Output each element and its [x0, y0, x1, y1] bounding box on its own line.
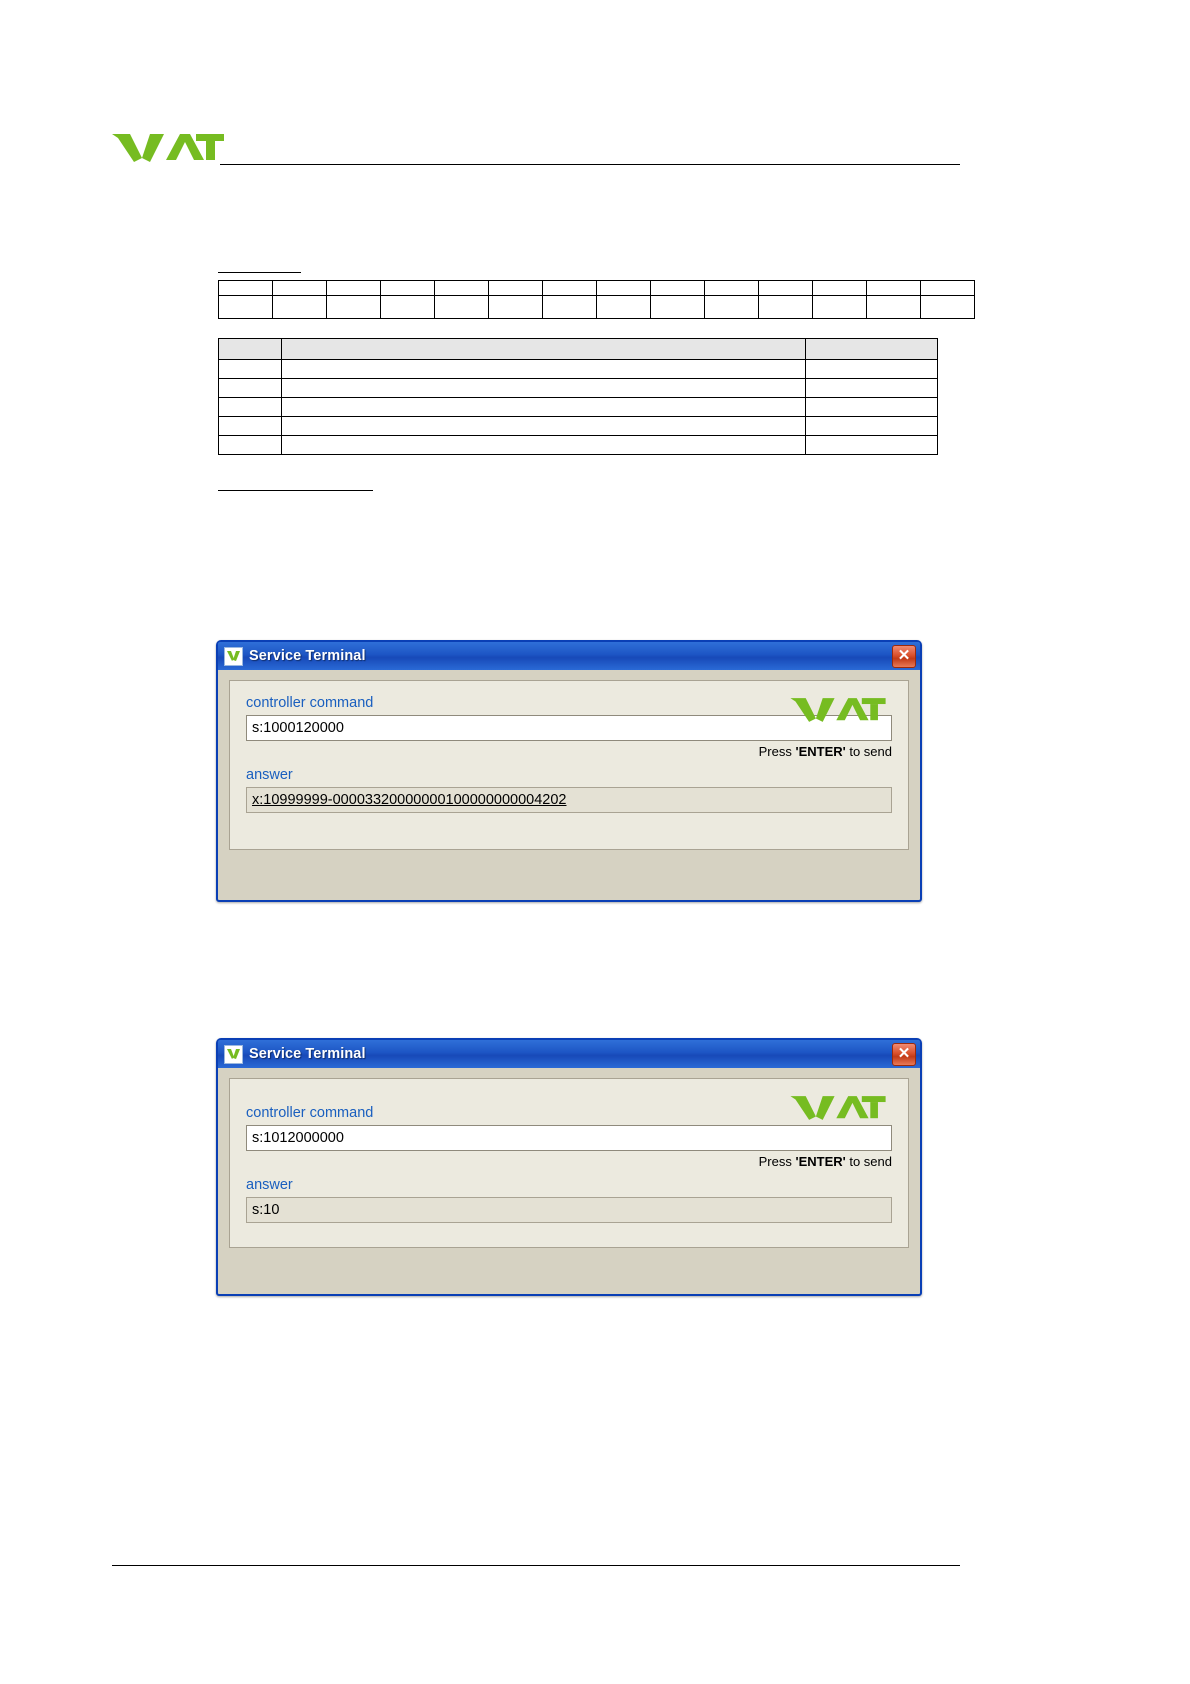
hint-suffix: to send — [845, 744, 892, 759]
table-cell — [281, 379, 806, 398]
table-cell — [651, 296, 705, 319]
table-cell — [435, 281, 489, 296]
table-cell — [219, 281, 273, 296]
enter-hint — [246, 744, 892, 759]
table-header-cell — [219, 339, 282, 360]
window-titlebar[interactable] — [218, 642, 920, 670]
table-row — [219, 281, 975, 296]
table-cell — [381, 281, 435, 296]
controller-command-input[interactable] — [246, 1125, 892, 1151]
table-cell — [219, 360, 282, 379]
table-row — [219, 417, 938, 436]
table-cell — [327, 296, 381, 319]
table-row — [219, 398, 938, 417]
terminal-panel — [229, 1078, 909, 1248]
table-row — [219, 436, 938, 455]
table-cell — [219, 296, 273, 319]
close-icon[interactable]: ✕ — [892, 1043, 916, 1066]
hint-key: 'ENTER' — [795, 1154, 846, 1169]
table-cell — [381, 296, 435, 319]
hint-suffix: to send — [845, 1154, 892, 1169]
answer-output — [246, 1197, 892, 1223]
hint-key: 'ENTER' — [795, 744, 846, 759]
controller-command-label: controller command — [246, 695, 374, 711]
page-header — [112, 120, 960, 180]
table-header-row — [219, 339, 938, 360]
table-cell — [759, 281, 813, 296]
close-icon[interactable]: ✕ — [892, 645, 916, 668]
controller-command-label: controller command — [246, 1105, 374, 1121]
table-cell — [597, 296, 651, 319]
table-cell — [281, 360, 806, 379]
table-cell — [806, 379, 938, 398]
table-cell — [219, 417, 282, 436]
table-cell — [813, 296, 867, 319]
table-cell — [921, 296, 975, 319]
answer-value: s:10 — [252, 1202, 280, 1218]
table-cell — [543, 296, 597, 319]
table-cell — [651, 281, 705, 296]
table-cell — [489, 296, 543, 319]
table-cell — [806, 436, 938, 455]
table-cell — [705, 281, 759, 296]
top-table-title-underline — [218, 272, 301, 273]
section-heading-underline — [218, 490, 373, 491]
table-cell — [219, 398, 282, 417]
terminal-panel — [229, 680, 909, 850]
table-cell — [489, 281, 543, 296]
hint-prefix: Press — [758, 744, 796, 759]
vat-app-icon — [224, 1045, 243, 1064]
answer-value: x:10999999-00003320000000100000000004202 — [252, 792, 567, 808]
window-title: Service Terminal — [249, 1046, 366, 1062]
table-header-cell — [281, 339, 806, 360]
hint-prefix: Press — [758, 1154, 796, 1169]
table-row — [219, 360, 938, 379]
table-cell — [281, 417, 806, 436]
top-grid-table — [218, 280, 975, 319]
table-cell — [867, 281, 921, 296]
table-header-cell — [806, 339, 938, 360]
vat-logo — [112, 128, 224, 168]
window-body — [218, 670, 920, 861]
table-cell — [867, 296, 921, 319]
vat-app-icon — [224, 647, 243, 666]
table-cell — [435, 296, 489, 319]
table-cell — [597, 281, 651, 296]
service-terminal-window-1[interactable] — [216, 640, 922, 902]
table-cell — [281, 436, 806, 455]
table-cell — [921, 281, 975, 296]
enter-hint — [246, 1154, 892, 1169]
answer-label: answer — [246, 1177, 293, 1193]
table-cell — [705, 296, 759, 319]
table-cell — [327, 281, 381, 296]
table-cell — [806, 398, 938, 417]
table-cell — [806, 417, 938, 436]
table-cell — [806, 360, 938, 379]
data-table — [218, 338, 938, 455]
window-titlebar[interactable] — [218, 1040, 920, 1068]
answer-output — [246, 787, 892, 813]
footer-divider — [112, 1565, 960, 1566]
header-divider — [220, 164, 960, 165]
table-row — [219, 379, 938, 398]
table-cell — [273, 281, 327, 296]
table-cell — [273, 296, 327, 319]
table-cell — [759, 296, 813, 319]
vat-logo — [784, 693, 892, 727]
table-cell — [219, 379, 282, 398]
window-body — [218, 1068, 920, 1259]
table-cell — [813, 281, 867, 296]
service-terminal-window-2[interactable] — [216, 1038, 922, 1296]
table-row — [219, 296, 975, 319]
table-cell — [219, 436, 282, 455]
window-title: Service Terminal — [249, 648, 366, 664]
table-cell — [543, 281, 597, 296]
table-cell — [281, 398, 806, 417]
answer-label: answer — [246, 767, 293, 783]
vat-logo — [784, 1091, 892, 1125]
